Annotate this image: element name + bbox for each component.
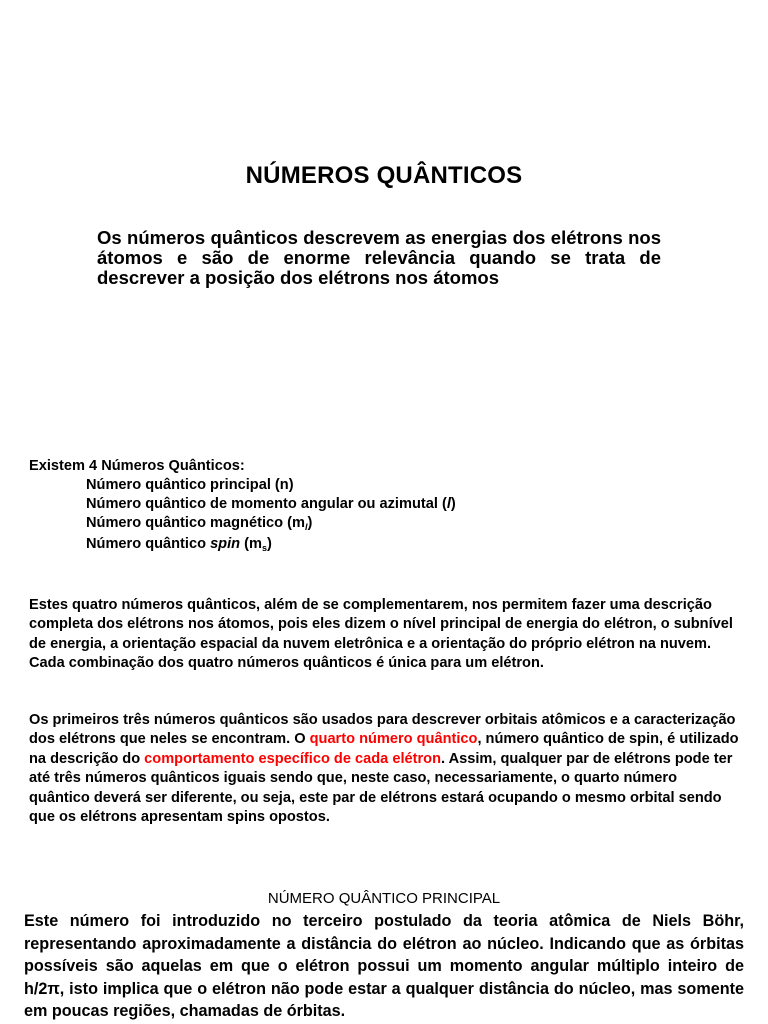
quantum-numbers-list xyxy=(29,457,456,554)
page-title: NÚMEROS QUÂNTICOS xyxy=(245,162,523,189)
azimuthal-symbol: l xyxy=(446,496,451,512)
paragraph-description: Estes quatro números quânticos, além de se complementarem, nos permitem fazer uma descrição completa dos elétrons nos átomos, pois eles dizem o nível principal de energia do elétron, o subnível de energia, a orientação espacial da nuvem eletrônica e a orientação do próprio elétron na nuvem. Cada combinação dos quatro números quânticos é única para um elétron. xyxy=(29,597,733,672)
section-heading: NÚMERO QUÂNTICO PRINCIPAL xyxy=(267,890,501,907)
intro-paragraph: Os números quânticos descrevem as energias dos elétrons nos átomos e são de enorme relevância quando se trata de descrever a posição dos elétrons nos átomos xyxy=(97,227,661,288)
list-item-principal: Número quântico principal (n) xyxy=(86,477,294,493)
list-item-azimuthal: Número quântico de momento angular ou azimutal (l) xyxy=(86,496,456,512)
section-paragraph: Este número foi introduzido no terceiro postulado da teoria atômica de Niels Böhr, representando aproximadamente a distância do elétron ao núcleo. Indicando que as órbitas possíveis são aquelas em que o elétron possui um momento angular múltiplo inteiro de h/2π, isto implica que o elétron não pode estar a qualquer distância do núcleo, mas somente em poucas regiões, chamadas de órbitas. xyxy=(24,912,744,1020)
list-item-magnetic: Número quântico magnético $(m_l)$ xyxy=(86,515,313,532)
highlight-fourth-number: quarto número quântico xyxy=(309,731,478,748)
list-heading: Existem 4 Números Quânticos: xyxy=(29,458,245,474)
highlight-behavior: comportamento específico de cada elétron xyxy=(144,750,441,767)
list-item-spin: Número quântico spin $(m_s)$ xyxy=(86,536,272,553)
paragraph-spin: Os primeiros três números quânticos são usados para descrever orbitais atômicos e a caracterização dos elétrons que neles se encontram. O quarto número quântico, número quântico de spin, é utilizado na descrição do comportamento específico de cada elétron. Assim, qualquer par de elétrons pode ter até três números quânticos iguais sendo que, neste caso, necessariamente, o quarto número quântico deverá ser diferente, ou seja, este par de elétrons estará ocupando o mesmo orbital sendo que os elétrons apresentam spins opostos. xyxy=(29,712,739,826)
